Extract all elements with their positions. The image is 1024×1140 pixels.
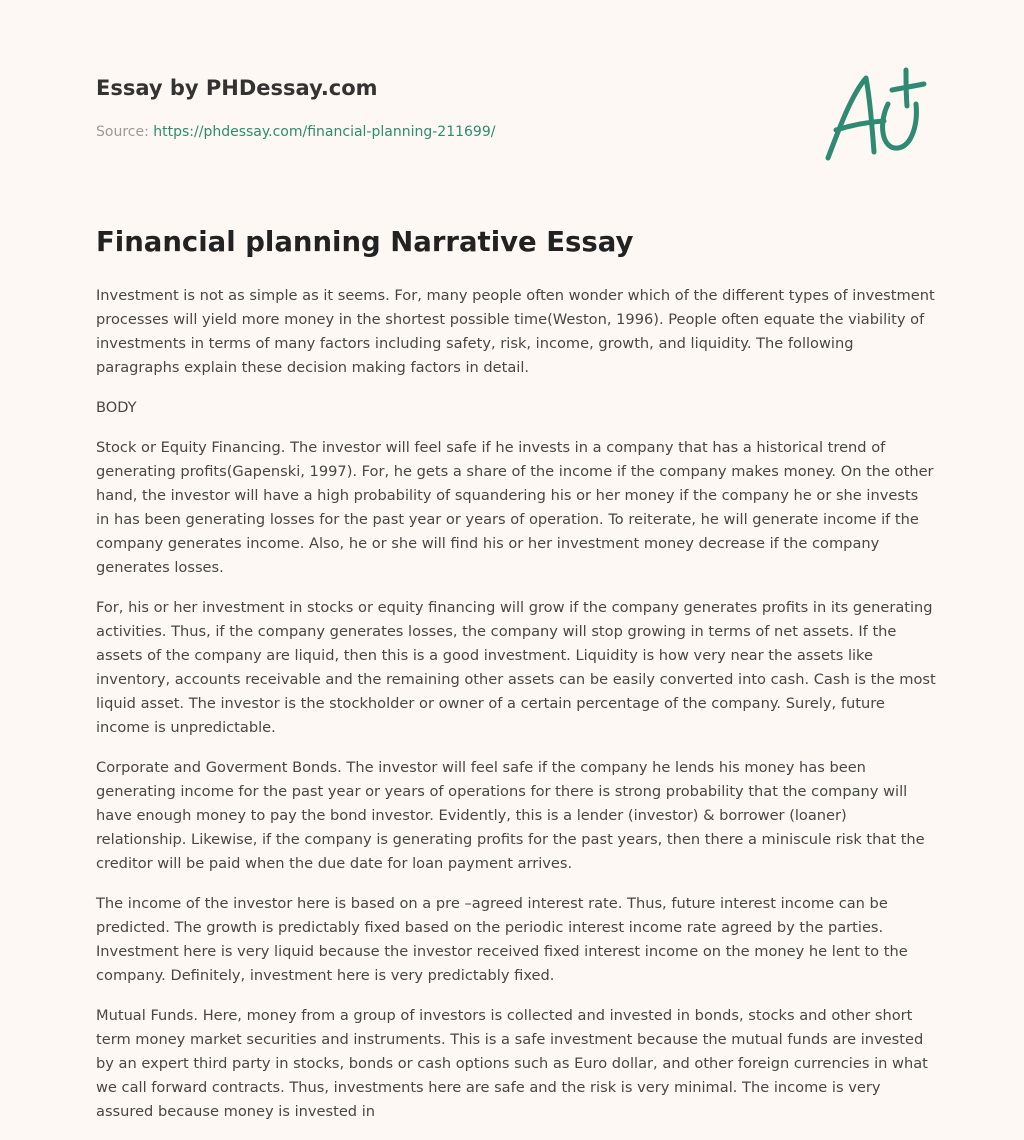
section-heading-body: BODY [96,399,137,416]
site-brand: Essay by PHDessay.com [96,76,378,100]
paragraph: Stock or Equity Financing. The investor will feel safe if he invests in a company that has a historical trend of generating profits(Gapenski, 1997). For, he gets a share of the income if the company makes money. On the other hand, the investor will have a high probability of squandering his or her money if the company he or she invests in has been generating losses for the past year or years of operation. To reiterate, he will generate income if the company generates income. Also, he or she will find his or her investment money decrease if the company generates losses. [96,439,934,576]
paragraph: Corporate and Goverment Bonds. The investor will feel safe if the company he lends his money has been generating income for the past year or years of operations for there is strong probability that the company will have enough money to pay the bond investor. Evidently, this is a lender (investor) & borrower (loaner) relationship. Likewise, if the company is generating profits for the past years, then there a miniscule risk that the creditor will be paid when the due date for loan payment arrives. [96,759,925,872]
paragraph: For, his or her investment in stocks or equity financing will grow if the company generates profits in its generating activities. Thus, if the company generates losses, the company will stop growing in terms of net assets. If the assets of the company are liquid, then this is a good investment. Liquidity is how very near the assets like inventory, accounts receivable and the remaining other assets can be easily converted into cash. Cash is the most liquid asset. The investor is the stockholder or owner of a certain percentage of the company. Surely, future income is unpredictable. [96,599,936,736]
paragraph: Investment is not as simple as it seems. For, many people often wonder which of the different types of investment processes will yield more money in the shortest possible time(Weston, 1996). People often equate the viability of investments in terms of many factors including safety, risk, income, growth, and liquidity. The following paragraphs explain these decision making factors in detail. [96,287,935,376]
paragraph: Mutual Funds. Here, money from a group of investors is collected and invested in bonds, stocks and other short term money market securities and instruments. This is a safe investment because the mutual funds are invested by an expert third party in stocks, bonds or cash options such as Euro dollar, and other foreign currencies in what we call forward contracts. Thus, investments here are safe and the risk is very minimal. The income is very assured because money is invested in [96,1007,928,1120]
source-line [96,124,495,140]
source-link[interactable]: https://phdessay.com/financial-planning-211699/ [153,124,496,140]
a-plus-logo-icon [818,64,930,168]
essay-body [96,284,936,1140]
essay-title: Financial planning Narrative Essay [96,226,634,258]
source-label: Source: [96,124,149,140]
paragraph: The income of the investor here is based on a pre –agreed interest rate. Thus, future interest income can be predicted. The growth is predictably fixed based on the periodic interest income rate agreed by the parties. Investment here is very liquid because the investor received fixed interest income on the money he lent to the company. Definitely, investment here is very predictably fixed. [96,895,908,984]
